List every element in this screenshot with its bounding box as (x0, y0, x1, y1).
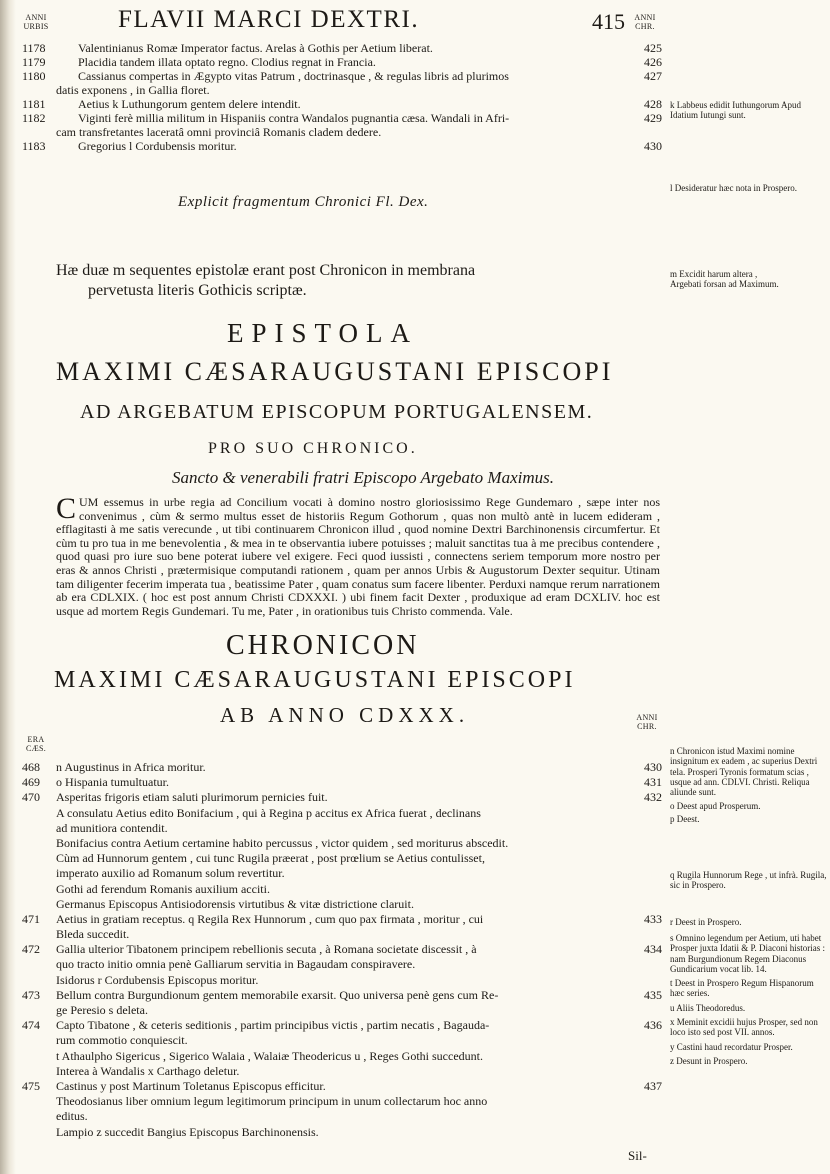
year-chr: 426 (644, 55, 662, 69)
year-chr: 437 (644, 1078, 662, 1093)
chronicle-top-row (22, 83, 662, 97)
page-edge-shadow (0, 0, 16, 1174)
chronicle-entry-text: Cassianus compertas in Ægypto vitas Patrum , doctrinasque , & regulas libris ad plurimos (78, 69, 509, 83)
epistola-line-3: PRO SUO CHRONICO. (208, 440, 418, 457)
chronicon-entry-text: o Hispania tumultuatur. (56, 775, 169, 790)
margin-note: u Aliis Theodoredus. (670, 1002, 746, 1013)
chronicle-entry-text: Placidia tandem illata optato regno. Clodius regnat in Francia. (78, 55, 376, 69)
year-urbis: 1178 (22, 41, 46, 55)
chronicon-entry-text: Germanus Episcopus Antisiodorensis virtutibus & vitæ districtione claruit. (56, 896, 414, 911)
chronicon-row (22, 912, 662, 927)
chronicon-row (22, 866, 662, 881)
intro-line-1: Hæ duæ m sequentes epistolæ erant post Chronicon in membrana (56, 262, 476, 279)
year-chr: 430 (644, 760, 662, 774)
chronicon-entry-text: Aetius in gratiam receptus. q Regila Rex Hunnorum , cum quo pax firmata , moritur , cui (56, 911, 484, 926)
year-chr: 427 (644, 69, 662, 83)
chronicle-entry-text: Gregorius l Cordubensis moritur. (78, 139, 237, 153)
chronicon-row (22, 882, 662, 897)
chronicon-right-label-2: CHR. (637, 722, 657, 731)
chronicon-row (22, 1003, 662, 1018)
chronicon-row (22, 1109, 662, 1124)
chronicon-entry-text: t Athaulpho Sigericus , Sigerico Walaia , Walaiæ Theodericus u , Reges Gothi succedunt. (56, 1048, 483, 1063)
chronicle-entry-text: Valentinianus Romæ Imperator factus. Arelas à Gothis per Aetium liberat. (78, 41, 433, 55)
chronicon-entry-text: Asperitas frigoris etiam saluti plurimorum pernicies fuit. (56, 790, 328, 805)
epistola-salutation: Sancto & venerabili fratri Episcopo Argebato Maximus. (172, 468, 554, 487)
chronicon-entry-text: Cùm ad Hunnorum gentem , cui tunc Rugila præerat , post prœlium se Aetius contulisset, (56, 851, 485, 866)
margin-note: q Rugila Hunnorum Rege , ut infrà. Rugila, sic in Prospero. (670, 870, 827, 891)
year-urbis: 1179 (22, 55, 46, 69)
chronicle-top-row (22, 111, 662, 125)
chronicon-row (22, 1033, 662, 1048)
chronicon-row (22, 973, 662, 988)
era-label-2: CÆS. (25, 744, 47, 753)
margin-note: o Deest apud Prosperum. (670, 801, 761, 812)
chronicon-row (22, 1094, 662, 1109)
header-right-label-1: ANNI (634, 13, 656, 22)
year-urbis: 1183 (22, 139, 46, 153)
year-chr: 429 (644, 111, 662, 125)
chronicon-annus-chr-label (632, 713, 662, 731)
chronicle-top-row (22, 125, 662, 139)
margin-note-m: m Excidit harum altera , Argebati forsan ad Maximum. (670, 269, 779, 290)
chronicon-entry-text: n Augustinus in Africa moritur. (56, 760, 206, 774)
chronicon-row (22, 1125, 662, 1140)
chronicon-entry-text: rum commotio conquiescit. (56, 1033, 188, 1048)
chronicon-entry-text: imperato auxilio ad Romanum solum revertitur. (56, 866, 285, 881)
drop-cap: C (56, 492, 77, 525)
running-title: FLAVII MARCI DEXTRI. (118, 6, 420, 33)
year-chr: 432 (644, 790, 662, 805)
year-chr: 431 (644, 775, 662, 790)
chronicon-entry-text: Castinus y post Martinum Toletanus Episcopus efficitur. (56, 1078, 326, 1093)
catchword: Sil- (628, 1148, 647, 1163)
epistola-body (56, 492, 660, 618)
chronicon-row (22, 775, 662, 790)
year-urbis: 1180 (22, 69, 46, 83)
chronicon-entry-text: Bonifacius contra Aetium certamine habito percussus , victor quidem , sed moriturus abscedit. (56, 835, 509, 850)
chronicon-row (22, 1064, 662, 1079)
margin-note: n Chronicon istud Maximi nomine insignitum ex eadem , ac superius Dextri tela. Prosperi Tyronis formatum scias , usque ad ann. CDLVI. Christi. Reliqua aliunde sunt. (670, 746, 818, 798)
chronicon-entry-text: Gallia ulterior Tibatonem principem rebellionis secuta , à Romana societate discessit , à (56, 942, 477, 957)
header-left-label-1: ANNI (25, 13, 47, 22)
chronicon-row (22, 942, 662, 957)
chronicle-top-row (22, 69, 662, 83)
chronicon-row (22, 806, 662, 821)
chronicon-entry-text: Lampio z succedit Bangius Episcopus Barchinonensis. (56, 1124, 319, 1139)
chronicle-top (22, 41, 662, 153)
header-annus-urbis-label (22, 13, 50, 31)
chronicon-row (22, 851, 662, 866)
header-right-label-2: CHR. (635, 22, 655, 31)
chronicon-row (22, 1018, 662, 1033)
chronicon-entry-text: Capto Tibatone , & ceteris seditionis , partim principibus victis , partim necatis , Bagauda- (56, 1018, 490, 1033)
year-chr: 433 (644, 911, 662, 926)
year-chr: 436 (644, 1018, 662, 1033)
chronicon-row (22, 1049, 662, 1064)
chronicon-row (22, 1079, 662, 1094)
chronicon-entry-text: editus. (56, 1109, 88, 1124)
chronicle-entry-text: Viginti ferè millia militum in Hispaniis contra Wandalos pugnantia cæsa. Wandali in Afri- (78, 111, 510, 125)
chronicon-row (22, 957, 662, 972)
margin-note: t Deest in Prospero Regum Hispanorum hæc series. (670, 978, 814, 999)
margin-note-k: k Labbeus edidit Iuthungorum Apud Idatium Iutungi sunt. (670, 100, 801, 121)
year-era: 472 (22, 942, 40, 957)
explicit-line: Explicit fragmentum Chronici Fl. Dex. (178, 194, 429, 210)
chronicon-entries (22, 730, 662, 1140)
epistola-body-text: UM essemus in urbe regia ad Concilium vocati à domino nostro gloriosissimo Rege Gundemaro , sæpe inter nos convenimus , cùm & sermo multus esset de historiis Regum Gothorum , quas non multò antè in lucem edideram , efflagitasti à me satis verecunde , ut tibi continuarem Chronicon illud , quod nomine Dextri Barchinonensis circumfertur. Et cùm tu pro tua in me benevolentia , & mea in te observantia iubere potuisses ; maluit sanctitas tua à me precibus contendere , quod quasi pro iure suo bene poterat iubere vel exigere. Feci quod iussisti , connectens seriem temporum more nostro per eras & annos Christi , prætermisique computandi rationem , quam per annos Urbis & Augustorum Dexter sequitur. Utinam tam diligenter fecerim imperata tua , beatissime Pater , quam conatus sum facere libenter. Perduxi namque rerum narrationem ab era CDLXIX. ( hoc est post annum Christi CDXXXI. ) ubi finem facit Dexter , produxique ad eram DCXLIV. hoc est usque ad mortem Regis Gundemari. Tu me, Pater , in orationibus tuis Christo commenda. Vale. (56, 495, 660, 618)
year-chr: 428 (644, 97, 662, 111)
chronicon-entry-text: Interea à Wandalis x Carthago deletur. (56, 1063, 240, 1078)
year-era: 470 (22, 790, 40, 805)
chronicle-entry-text: Aetius k Luthungorum gentem delere intendit. (78, 97, 301, 111)
header-annus-chr-label (632, 13, 658, 31)
chronicon-heading: CHRONICON (226, 630, 420, 661)
chronicon-row (22, 897, 662, 912)
year-era: 475 (22, 1078, 40, 1093)
margin-note: y Castini haud recordatur Prosper. (670, 1041, 793, 1052)
year-era: 474 (22, 1018, 40, 1033)
margin-note: x Meminit excidii hujus Prosper, sed non loco isto sed post VII. annos. (670, 1017, 818, 1038)
chronicon-entry-text: A consulatu Aetius edito Bonifacium , qui à Regina p accitus ex Africa fuerat , declinans (56, 805, 481, 820)
year-era: 473 (22, 987, 40, 1002)
chronicon-row (22, 836, 662, 851)
chronicon-row (22, 790, 662, 805)
year-chr: 434 (644, 942, 662, 957)
chronicon-entry-text: quo tracto initio omnia penè Galliarum servitia in Bagaudam conspiravere. (56, 957, 416, 972)
margin-note: p Deest. (670, 813, 700, 824)
year-era: 468 (22, 760, 40, 774)
chronicon-row (22, 988, 662, 1003)
chronicle-top-row (22, 139, 662, 153)
era-label-1: ERA (27, 735, 45, 744)
epistola-heading: EPISTOLA (227, 318, 419, 348)
year-urbis: 1182 (22, 111, 46, 125)
chronicon-entry-text: Bleda succedit. (56, 927, 130, 942)
chronicon-entry-text: Bellum contra Burgundionum gentem memorabile exarsit. Quo universa penè gens cum Re- (56, 987, 499, 1002)
margin-notes-chronicon (670, 746, 830, 1066)
chronicle-entry-text: cam transfretantes laceratâ omni provinciâ Romanis cladem dedere. (56, 125, 382, 139)
intro-paragraph (56, 261, 636, 301)
chronicon-row (22, 927, 662, 942)
intro-line-2: pervetusta literis Gothicis scriptæ. (88, 282, 307, 299)
epistola-line-2: AD ARGEBATUM EPISCOPUM PORTUGALENSEM. (80, 401, 594, 423)
year-era: 469 (22, 775, 40, 790)
chronicon-entry-text: Theodosianus liber omnium legum legitimorum principum in unum collectarum hoc anno (56, 1094, 488, 1109)
chronicle-top-row (22, 97, 662, 111)
epistola-line-1: MAXIMI CÆSARAUGUSTANI EPISCOPI (56, 357, 614, 386)
chronicon-entry-text: Isidorus r Cordubensis Episcopus moritur. (56, 972, 259, 987)
chronicon-row (22, 821, 662, 836)
chronicle-top-row (22, 55, 662, 69)
margin-note: z Desunt in Prospero. (670, 1055, 748, 1066)
year-chr: 430 (644, 139, 662, 153)
page-number: 415 (592, 9, 625, 34)
chronicon-sub-1: MAXIMI CÆSARAUGUSTANI EPISCOPI (54, 667, 576, 693)
chronicle-top-row (22, 41, 662, 55)
year-chr: 435 (644, 987, 662, 1002)
chronicle-entry-text: datis exponens , in Gallia floret. (56, 83, 210, 97)
chronicon-sub-2: AB ANNO CDXXX. (220, 703, 470, 727)
year-chr: 425 (644, 41, 662, 55)
chronicon-right-label-1: ANNI (636, 713, 658, 722)
chronicon-entry-text: ge Peresio s deleta. (56, 1003, 148, 1017)
year-era: 471 (22, 911, 40, 926)
chronicon-entry-text: Gothi ad ferendum Romanis auxilium acciti. (56, 881, 270, 896)
margin-note: s Omnino legendum per Aetium, uti habet Prosper juxta Idatii & P. Diaconi historias : nam Burgundionum Regem Diaconus Gundicarium vocat lib. 14. (670, 932, 825, 974)
year-urbis: 1181 (22, 97, 46, 111)
margin-note: r Deest in Prospero. (670, 916, 742, 927)
chronicon-row (22, 760, 662, 775)
header-left-label-2: URBIS (23, 22, 49, 31)
margin-note-l: l Desideratur hæc nota in Prospero. (670, 183, 797, 193)
chronicon-entry-text: ad munitiora contendit. (56, 820, 168, 835)
